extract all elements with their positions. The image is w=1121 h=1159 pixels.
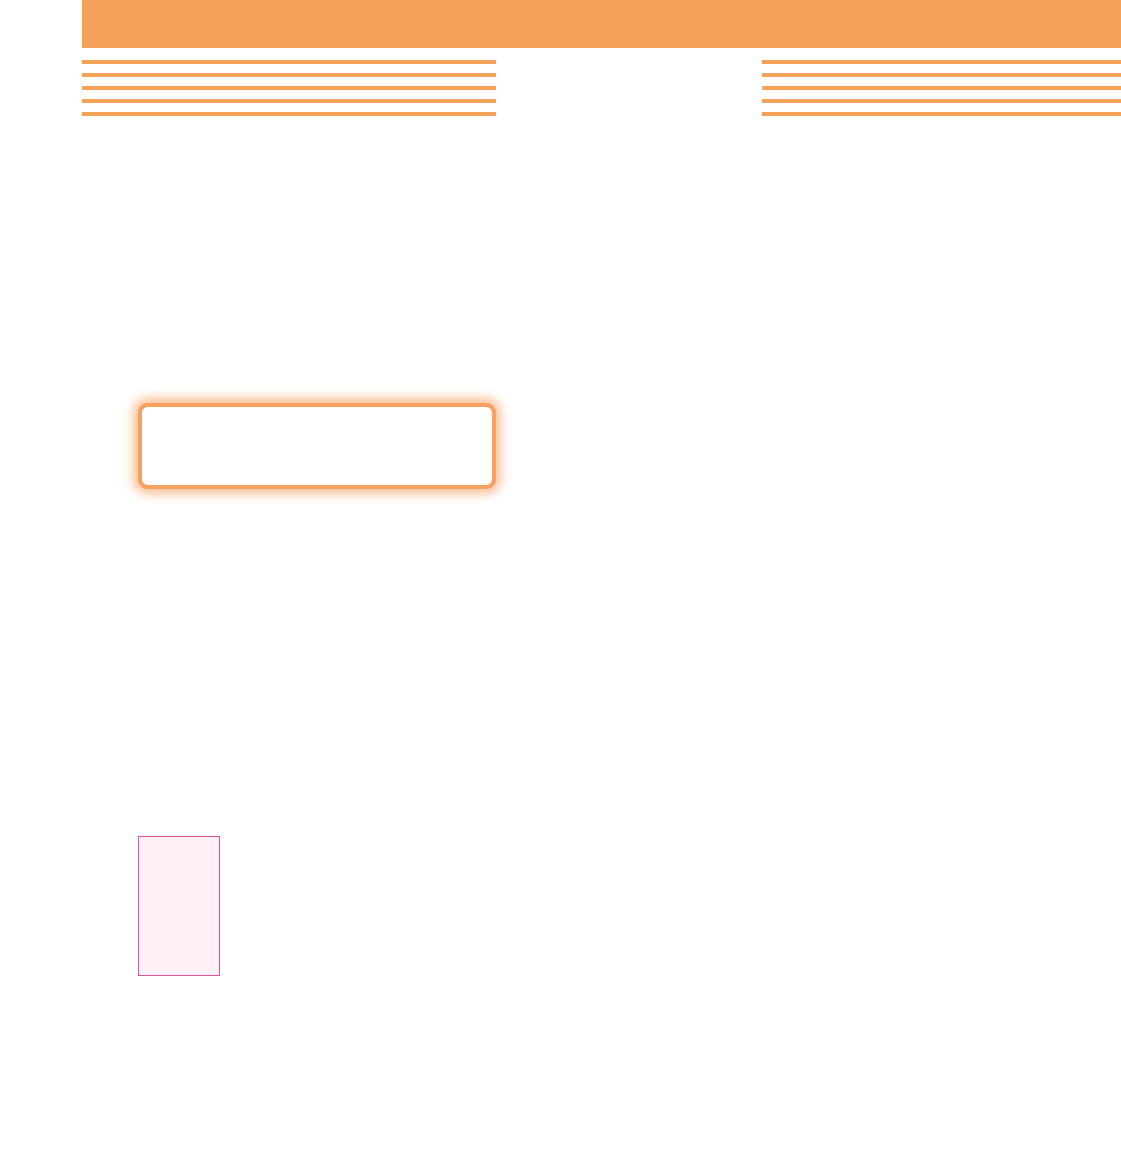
watermark-badge (138, 403, 496, 489)
page-title (500, 55, 760, 125)
title-stripes-right (762, 60, 1121, 116)
worksheet-header-bar (82, 0, 1121, 48)
title-stripes-left (82, 60, 496, 116)
month-callout (138, 836, 220, 976)
